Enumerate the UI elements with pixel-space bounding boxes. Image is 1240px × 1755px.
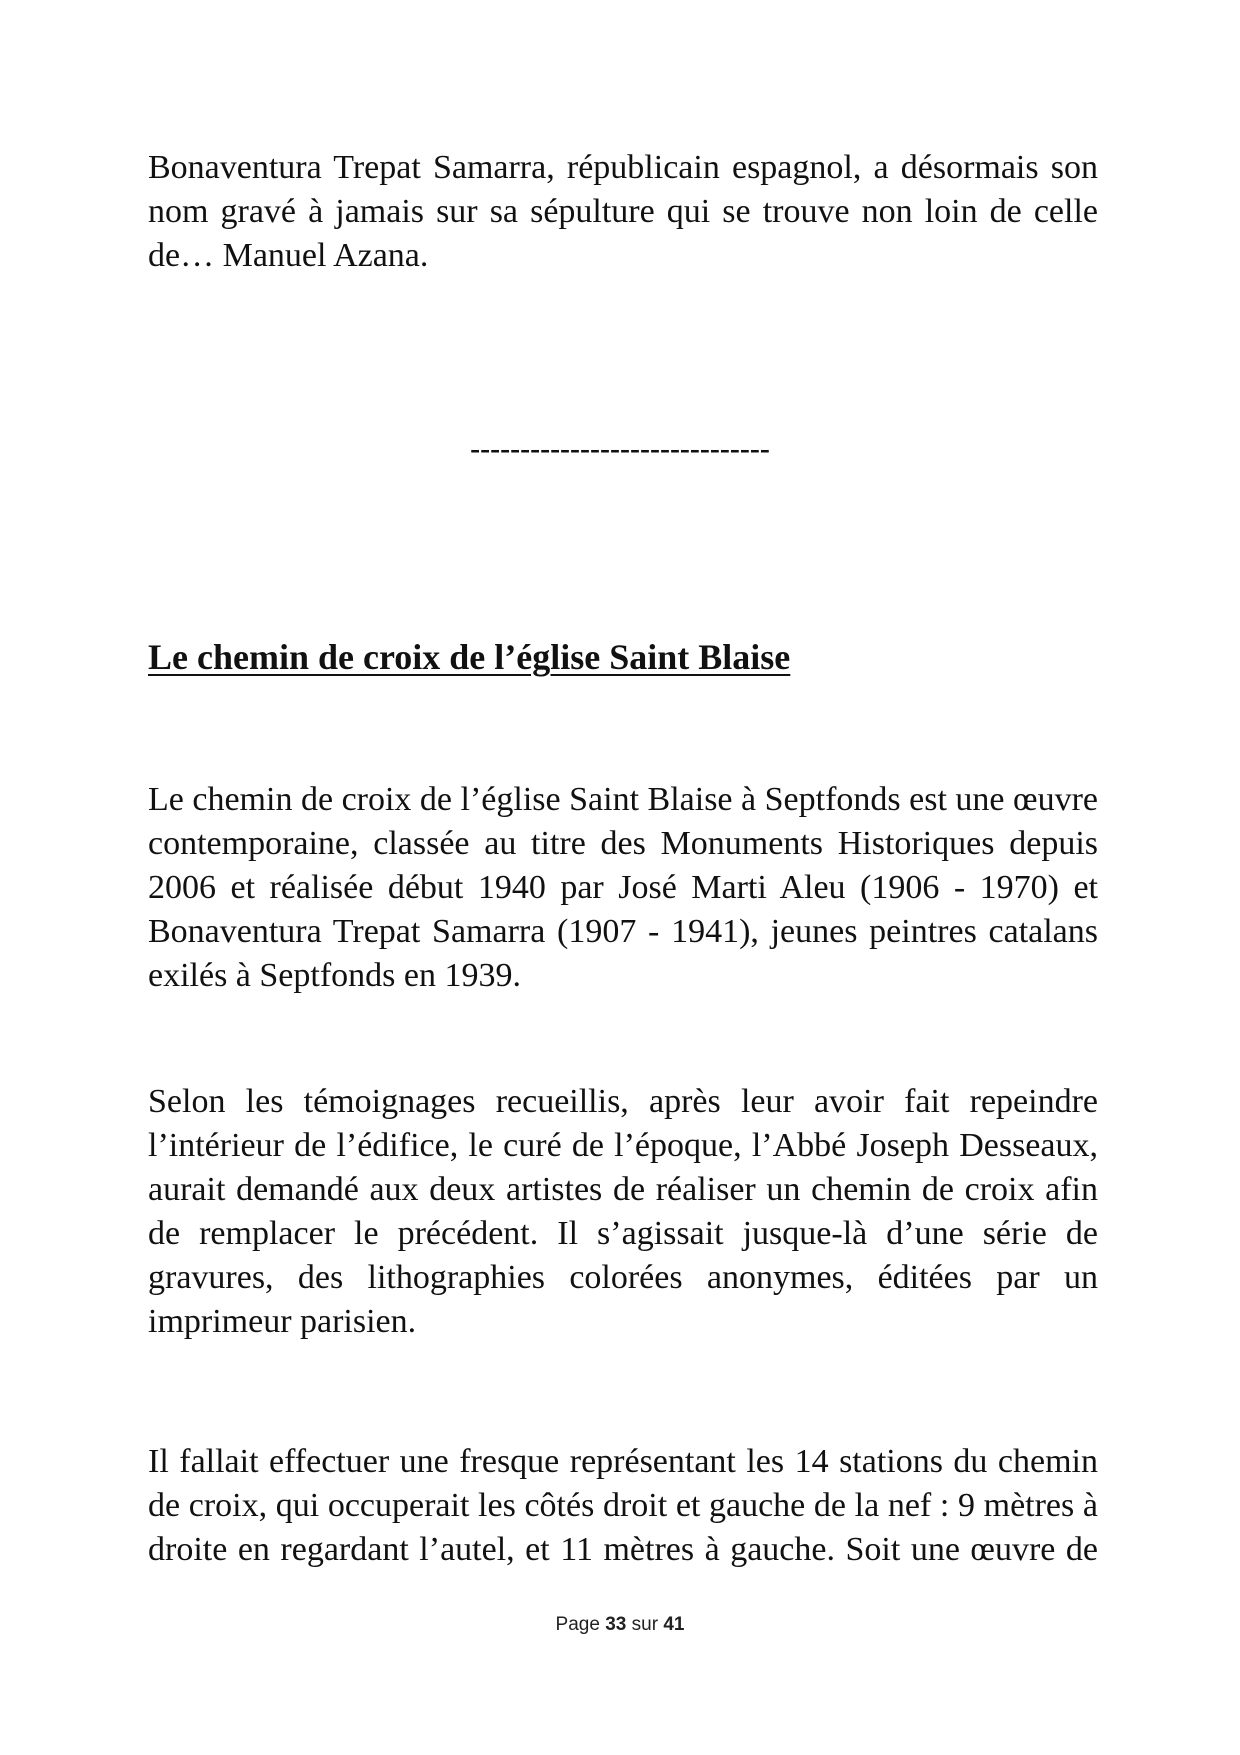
paragraph-history: Le chemin de croix de l’église Saint Blaise à Septfonds est une œuvre contemporaine, classée au titre des Monuments Historiques depuis 2006 et réalisée début 1940 par José Marti Aleu (1906 - 1970) et Bonaventura Trepat Samarra (1907 - 1941), jeunes peintres catalans exilés à Septfonds en 1939. bbox=[148, 781, 1098, 994]
page-number: 33 bbox=[605, 1614, 627, 1635]
page-total: 41 bbox=[663, 1614, 685, 1635]
paragraph-intro: Bonaventura Trepat Samarra, républicain espagnol, a désormais son nom gravé à jamais sur sa sépulture qui se trouve non loin de celle de… Manuel Azana. bbox=[148, 149, 1098, 274]
section-separator: ------------------------------ bbox=[470, 432, 770, 465]
paragraph-testimonies: Selon les témoignages recueillis, après leur avoir fait repeindre l’intérieur de l’édifice, le curé de l’époque, l’Abbé Joseph Desseaux, aurait demandé aux deux artistes de réaliser un chemin de croix afin de remplacer le précédent. Il s’agissait jusque-là d’une série de gravures, des lithographies colorées anonymes, éditées par un imprimeur parisien. bbox=[148, 1083, 1098, 1340]
section-heading: Le chemin de croix de l’église Saint Blaise bbox=[148, 637, 791, 677]
page-footer bbox=[0, 1614, 1240, 1636]
page-label: Page bbox=[555, 1614, 600, 1635]
page-sur-label: sur bbox=[631, 1614, 659, 1635]
paragraph-fresco: Il fallait effectuer une fresque représentant les 14 stations du chemin de croix, qui occuperait les côtés droit et gauche de la nef : 9 mètres à droite en regardant l’autel, et 11 mètres à gauche. Soit une œuvre de bbox=[148, 1443, 1098, 1568]
